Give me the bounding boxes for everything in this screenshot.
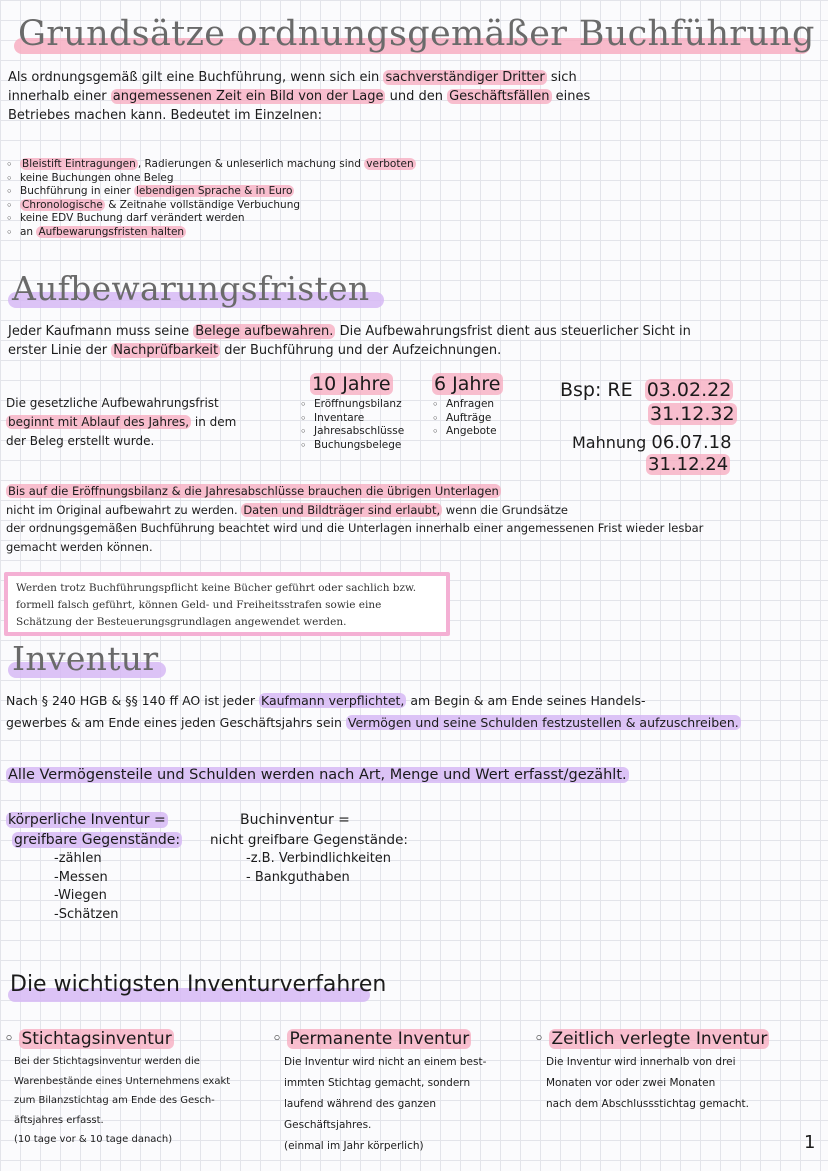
list-item: - Bankguthaben — [246, 869, 350, 885]
list-item: ◦ Aufträge — [432, 412, 532, 426]
stichtag-title: ◦ Stichtagsinventur — [4, 1029, 172, 1049]
list-item: ◦ Buchführung in einer lebendigen Sprache & in Euro — [6, 185, 526, 199]
list-item: ◦ Jahresabschlüsse — [300, 425, 420, 439]
inv-line-1: Nach § 240 HGB & §§ 140 ff AO ist jeder Kaufmann verpflichtet, am Begin & am Ende seines Handels- — [6, 693, 646, 708]
verfahren-permanent — [272, 1028, 534, 1157]
permanent-line: immten Stichtag gemacht, sondern — [284, 1077, 471, 1089]
inventur-summary-text: Alle Vermögensteile und Schulden werden nach Art, Menge und Wert erfasst/gezählt. — [8, 767, 627, 783]
list-item: -Wiegen — [54, 888, 107, 903]
list-item: ◦ Inventare — [300, 412, 420, 426]
inventur-summary — [6, 764, 629, 786]
mahnung-date-2: 31.12.24 — [648, 454, 729, 475]
frist-line-2: beginnt mit Ablauf des Jahres, in dem — [8, 415, 237, 429]
bsp-label: Bsp: RE — [560, 379, 633, 401]
permanent-line: Geschäftsjahres. — [284, 1119, 372, 1131]
bsp-date-1: 03.02.22 — [646, 379, 732, 401]
permanent-bullet-icon: ◦ — [272, 1029, 283, 1049]
strafen-box — [4, 572, 450, 636]
zeitlich-text — [534, 1052, 824, 1115]
bsp-row — [560, 378, 820, 402]
frist-beginn-text — [6, 394, 296, 451]
verfahren-stichtag — [4, 1028, 266, 1150]
inventur-paragraph — [6, 690, 824, 734]
koerp-items — [6, 850, 226, 924]
koerp-title-1: körperliche Inventur = — [8, 812, 166, 828]
bsp-date-2: 31.12.32 — [650, 403, 735, 425]
buch-items — [210, 850, 490, 887]
permanent-text — [272, 1052, 534, 1157]
strafen-text: Werden trotz Buchführungspflicht keine Bücher geführt oder sachlich bzw. formell falsch geführt, können Geld- und Freiheitsstrafen sowie eine Schätzung der Besteuerungsgrundlagen angewendet werden. — [16, 582, 417, 628]
buchinventur — [210, 810, 490, 887]
intro-line-1: Als ordnungsgemäß gilt eine Buchführung, wenn sich ein sachverständiger Dritter sich — [8, 70, 577, 85]
intro-paragraph — [8, 68, 820, 125]
unterl-line-2: nicht im Original aufbewahrt zu werden. Daten und Bildträger sind erlaubt, wenn die Grundsätze — [6, 502, 568, 517]
unterl-line-3: der ordnungsgemäßen Buchführung beachtet wird und die Unterlagen innerhalb einer angemessenen Frist wieder lesbar — [6, 521, 704, 535]
list-item: ◦ Anfragen — [432, 398, 532, 412]
section-title-aufbewahrung: Aufbewarungsfristen — [12, 269, 370, 308]
stichtag-line: zum Bilanzstichtag am Ende des Gesch- — [14, 1095, 215, 1106]
buch-title-2: nicht greifbare Gegenstände: — [210, 832, 408, 848]
section-title-inventur: Inventur — [12, 639, 159, 678]
mahnung-date-1: 06.07.18 — [651, 432, 732, 453]
col-10-jahre — [300, 372, 420, 452]
inv-line-2: gewerbes & am Ende eines jeden Geschäftsjahrs sein Vermögen und seine Schulden festzustellen & aufzuschreiben. — [6, 715, 739, 730]
permanent-line: Die Inventur wird nicht an einem best- — [284, 1056, 487, 1068]
stichtag-line: Bei der Stichtagsinventur werden die — [14, 1056, 200, 1067]
list-item: -zählen — [54, 851, 102, 866]
list-item: ◦ Buchungsbelege — [300, 439, 420, 453]
unterl-line-1: Bis auf die Eröffnungsbilanz & die Jahresabschlüsse brauchen die übrigen Unterlagen — [8, 484, 499, 498]
koerperliche-inventur — [6, 810, 226, 924]
zeitlich-line: Die Inventur wird innerhalb von drei — [546, 1056, 736, 1068]
stichtag-text — [4, 1052, 266, 1150]
intro-line-3: Betriebes machen kann. Bedeutet im Einzelnen: — [8, 108, 323, 123]
list-item: ◦ Angebote — [432, 425, 532, 439]
zeitlich-line: nach dem Abschlussstichtag gemacht. — [546, 1098, 749, 1110]
mahnung-row — [560, 432, 820, 454]
unterl-line-4: gemacht werden können. — [6, 539, 153, 554]
frist-line-1: Die gesetzliche Aufbewahrungsfrist — [6, 396, 219, 410]
zeitlich-bullet-icon: ◦ — [534, 1029, 545, 1049]
aufbewahrung-paragraph — [8, 322, 820, 360]
page-title: Grundsätze ordnungsgemäßer Buchführung — [18, 14, 815, 54]
col-10-title: 10 Jahre — [312, 373, 391, 395]
col-6-list — [432, 398, 532, 439]
list-item: ◦ an Aufbewarungsfristen halten — [6, 226, 526, 240]
buch-title-1: Buchinventur = — [240, 812, 350, 828]
mahnung-label: Mahnung — [572, 433, 647, 452]
list-item: ◦ Chronologische & Zeitnahe vollständige Verbuchung — [6, 199, 526, 213]
permanent-line: (einmal im Jahr körperlich) — [284, 1140, 424, 1152]
list-item: ◦ keine EDV Buchung darf verändert werden — [6, 212, 526, 226]
aufb-line-2: erster Linie der Nachprüfbarkeit der Buchführung und der Aufzeichnungen. — [8, 343, 502, 358]
col-6-jahre — [432, 372, 532, 439]
col-10-list — [300, 398, 420, 452]
aufb-line-1: Jeder Kaufmann muss seine Belege aufbewahren. Die Aufbewahrungsfrist dient aus steuerlicher Sicht in — [8, 324, 691, 339]
koerp-title-2: greifbare Gegenstände: — [14, 832, 181, 848]
frist-line-3: der Beleg erstellt wurde. — [6, 434, 155, 448]
intro-line-2: innerhalb einer angemessenen Zeit ein Bild von der Lage und den Geschäftsfällen eines — [8, 89, 591, 104]
stichtag-bullet-icon: ◦ — [4, 1029, 15, 1049]
stichtag-line: Warenbestände eines Unternehmens exakt — [14, 1075, 231, 1087]
rules-list — [6, 158, 526, 239]
list-item: -z.B. Verbindlichkeiten — [246, 851, 392, 866]
section-title-verfahren: Die wichtigsten Inventurverfahren — [10, 972, 387, 997]
permanent-line: laufend während des ganzen — [284, 1098, 437, 1110]
permanent-title: ◦ Permanente Inventur — [272, 1029, 470, 1049]
zeitlich-title: ◦ Zeitlich verlegte Inventur — [534, 1029, 768, 1049]
list-item: -Messen — [54, 869, 108, 885]
beispiel-block — [560, 378, 820, 476]
col-6-title: 6 Jahre — [434, 373, 501, 395]
page-number: 1 — [804, 1132, 816, 1153]
unterlagen-paragraph — [6, 482, 822, 556]
stichtag-line: (10 tage vor & 10 tage danach) — [14, 1134, 173, 1145]
stichtag-line: äftsjahres erfasst. — [14, 1114, 104, 1126]
list-item: ◦ keine Buchungen ohne Beleg — [6, 172, 526, 186]
list-item: -Schätzen — [54, 906, 119, 922]
list-item: ◦ Bleistift Eintragungen , Radierungen & unleserlich machung sind verboten — [6, 158, 526, 172]
verfahren-zeitlich — [534, 1028, 824, 1115]
list-item: ◦ Eröffnungsbilanz — [300, 398, 420, 412]
zeitlich-line: Monaten vor oder zwei Monaten — [546, 1077, 716, 1089]
